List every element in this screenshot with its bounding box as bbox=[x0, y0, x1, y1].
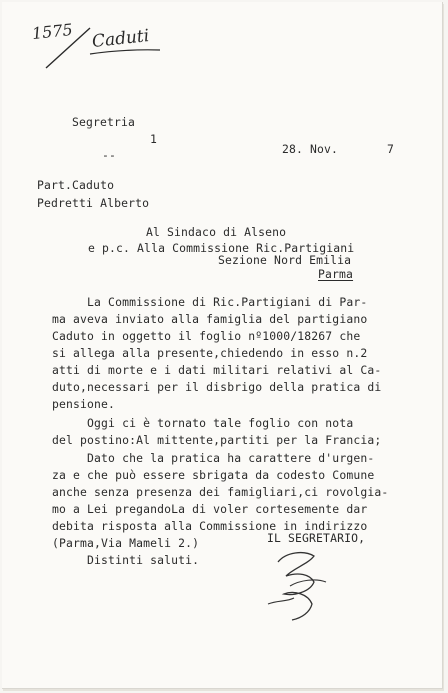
body-line: (Parma,Via Mameli 2.) bbox=[52, 536, 200, 550]
body-paragraph-3 bbox=[52, 450, 432, 552]
archive-label-underline bbox=[88, 48, 168, 58]
letter-year: 7 bbox=[387, 142, 395, 156]
archive-label: Caduti bbox=[91, 26, 151, 52]
subject-line-2: Pedretti Alberto bbox=[37, 196, 150, 210]
body-line: za e che può essere sbrigata da codesto Comune bbox=[52, 468, 375, 482]
body-line: del postino:Al mittente,partiti per la Francia; bbox=[52, 433, 382, 447]
office-label: Segretria bbox=[72, 115, 136, 129]
body-line: Dato che la pratica ha carattere d'urgen- bbox=[52, 451, 375, 465]
body-line: si allega alla presente,chiedendo in esso n.2 bbox=[52, 346, 368, 360]
body-line: anche senza presenza dei famigliari,ci rovolgia- bbox=[52, 485, 389, 499]
body-line: atti di morte e i dati militari relativi al Ca- bbox=[52, 363, 382, 377]
subject-line-1: Part.Caduto bbox=[37, 178, 115, 192]
body-line: debita risposta alla Commissione in indirizzo bbox=[52, 519, 368, 533]
handwritten-signature bbox=[264, 542, 344, 622]
body-line: mo a Lei pregandoLa di voler cortesemente dar bbox=[52, 502, 368, 516]
body-paragraph-2 bbox=[52, 415, 432, 449]
signature-title: IL SEGRETARIO, bbox=[267, 531, 366, 545]
protocol-dashes: -- bbox=[102, 148, 117, 162]
body-line: Caduto in oggetto il foglio nº1000/18267 che bbox=[52, 329, 361, 343]
body-line: duto,necessari per il disbrigo della pratica di bbox=[52, 380, 382, 394]
body-paragraph-1 bbox=[52, 294, 432, 413]
body-line: ma aveva inviato alla famiglia del partigiano bbox=[52, 312, 368, 326]
body-line: Oggi ci è tornato tale foglio con nota bbox=[52, 416, 354, 430]
recipient-line-4: Parma bbox=[318, 267, 354, 281]
body-line: pensione. bbox=[52, 397, 116, 411]
body-line: La Commissione di Ric.Partigiani di Par- bbox=[52, 295, 368, 309]
protocol-number: 1 bbox=[150, 132, 158, 146]
recipient-line-3: Sezione Nord Emilia bbox=[218, 253, 352, 267]
closing-greeting: Distinti saluti. bbox=[52, 553, 200, 567]
letter-date: 28. Nov. bbox=[282, 142, 339, 156]
archive-number: 1575 bbox=[31, 19, 74, 44]
letter-sheet bbox=[2, 2, 443, 689]
recipient-line-1: Al Sindaco di Alseno bbox=[146, 225, 287, 239]
recipient-line-2: e p.c. Alla Commissione Ric.Partigiani bbox=[88, 241, 355, 255]
